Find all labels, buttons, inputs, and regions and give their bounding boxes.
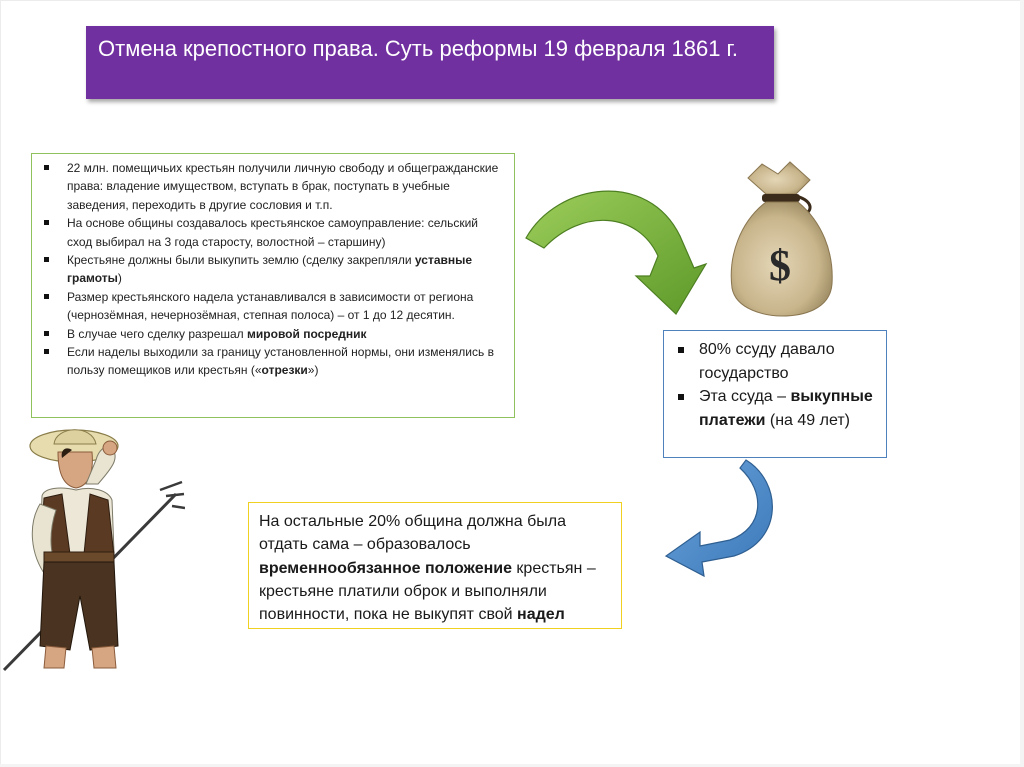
reform-points-box xyxy=(31,153,515,418)
state-loan-box xyxy=(663,330,887,458)
list-item xyxy=(42,288,502,325)
list-item-bold: уставные грамоты xyxy=(67,253,473,286)
list-item-text: Если наделы выходили за границу установленной нормы, они изменялись в пользу помещиков или крестьян (« xyxy=(67,345,494,378)
list-item-bold: отрезки xyxy=(261,363,308,378)
list-item xyxy=(42,251,502,288)
list-item-text: Крестьяне должны были выкупить землю (сделку закрепляли xyxy=(67,253,415,268)
remaining-payment-box xyxy=(248,502,622,629)
list-item xyxy=(42,325,502,343)
remaining-text-before: На остальные 20% община должна была отдать сама – образовалось xyxy=(259,513,567,554)
list-item xyxy=(674,385,876,432)
temporarily-obliged-term: временнообязанное положение xyxy=(259,559,512,577)
blue-curved-arrow-icon xyxy=(664,452,794,582)
money-bag-icon xyxy=(726,160,836,320)
remaining-text-middle: крестьян – крестьяне платили оброк и выполняли повинности, пока не выкупят свой xyxy=(259,559,596,624)
green-curved-arrow-icon xyxy=(520,172,710,322)
state-loan-list xyxy=(674,338,876,432)
list-item xyxy=(42,214,502,251)
list-item-text: 22 млн. помещичьих крестьян получили личную свободу и общегражданские права: владение имуществом, вступать в брак, поступать в учебные заведения, переходить в другие сословия и т.п. xyxy=(67,161,499,212)
slide-title xyxy=(86,26,774,99)
list-item-text: Размер крестьянского надела устанавливался в зависимости от региона (чернозёмная, нечернозёмная, степная полоса) – от 1 до 12 десятин. xyxy=(67,289,474,323)
reform-points-list xyxy=(42,159,502,380)
list-item xyxy=(42,159,502,214)
list-item-bold: мировой посредник xyxy=(247,326,367,341)
loan-item-after: (на 49 лет) xyxy=(765,411,850,429)
list-item-text: В случае чего сделку разрешал xyxy=(67,326,248,341)
list-item xyxy=(674,338,876,385)
loan-item-text: 80% ссуду давало государство xyxy=(699,341,835,382)
list-item-text: На основе общины создавалось крестьянское самоуправление: сельский сход выбирал на 3 года старосту, волостной – старшину) xyxy=(67,216,478,249)
allotment-term: надел xyxy=(517,606,565,624)
list-item xyxy=(42,343,502,380)
loan-item-before: Эта ссуда – xyxy=(699,388,791,405)
peasant-illustration xyxy=(0,424,185,674)
slide-title-text: Отмена крепостного права. Суть реформы 19 февраля 1861 г. xyxy=(98,36,738,61)
loan-item-bold: выкупные платежи xyxy=(699,388,873,429)
slide-right-edge xyxy=(1020,0,1024,767)
list-item-after: ») xyxy=(307,363,319,378)
list-item-after: ) xyxy=(117,271,122,286)
dollar-sign: $ xyxy=(769,241,791,290)
